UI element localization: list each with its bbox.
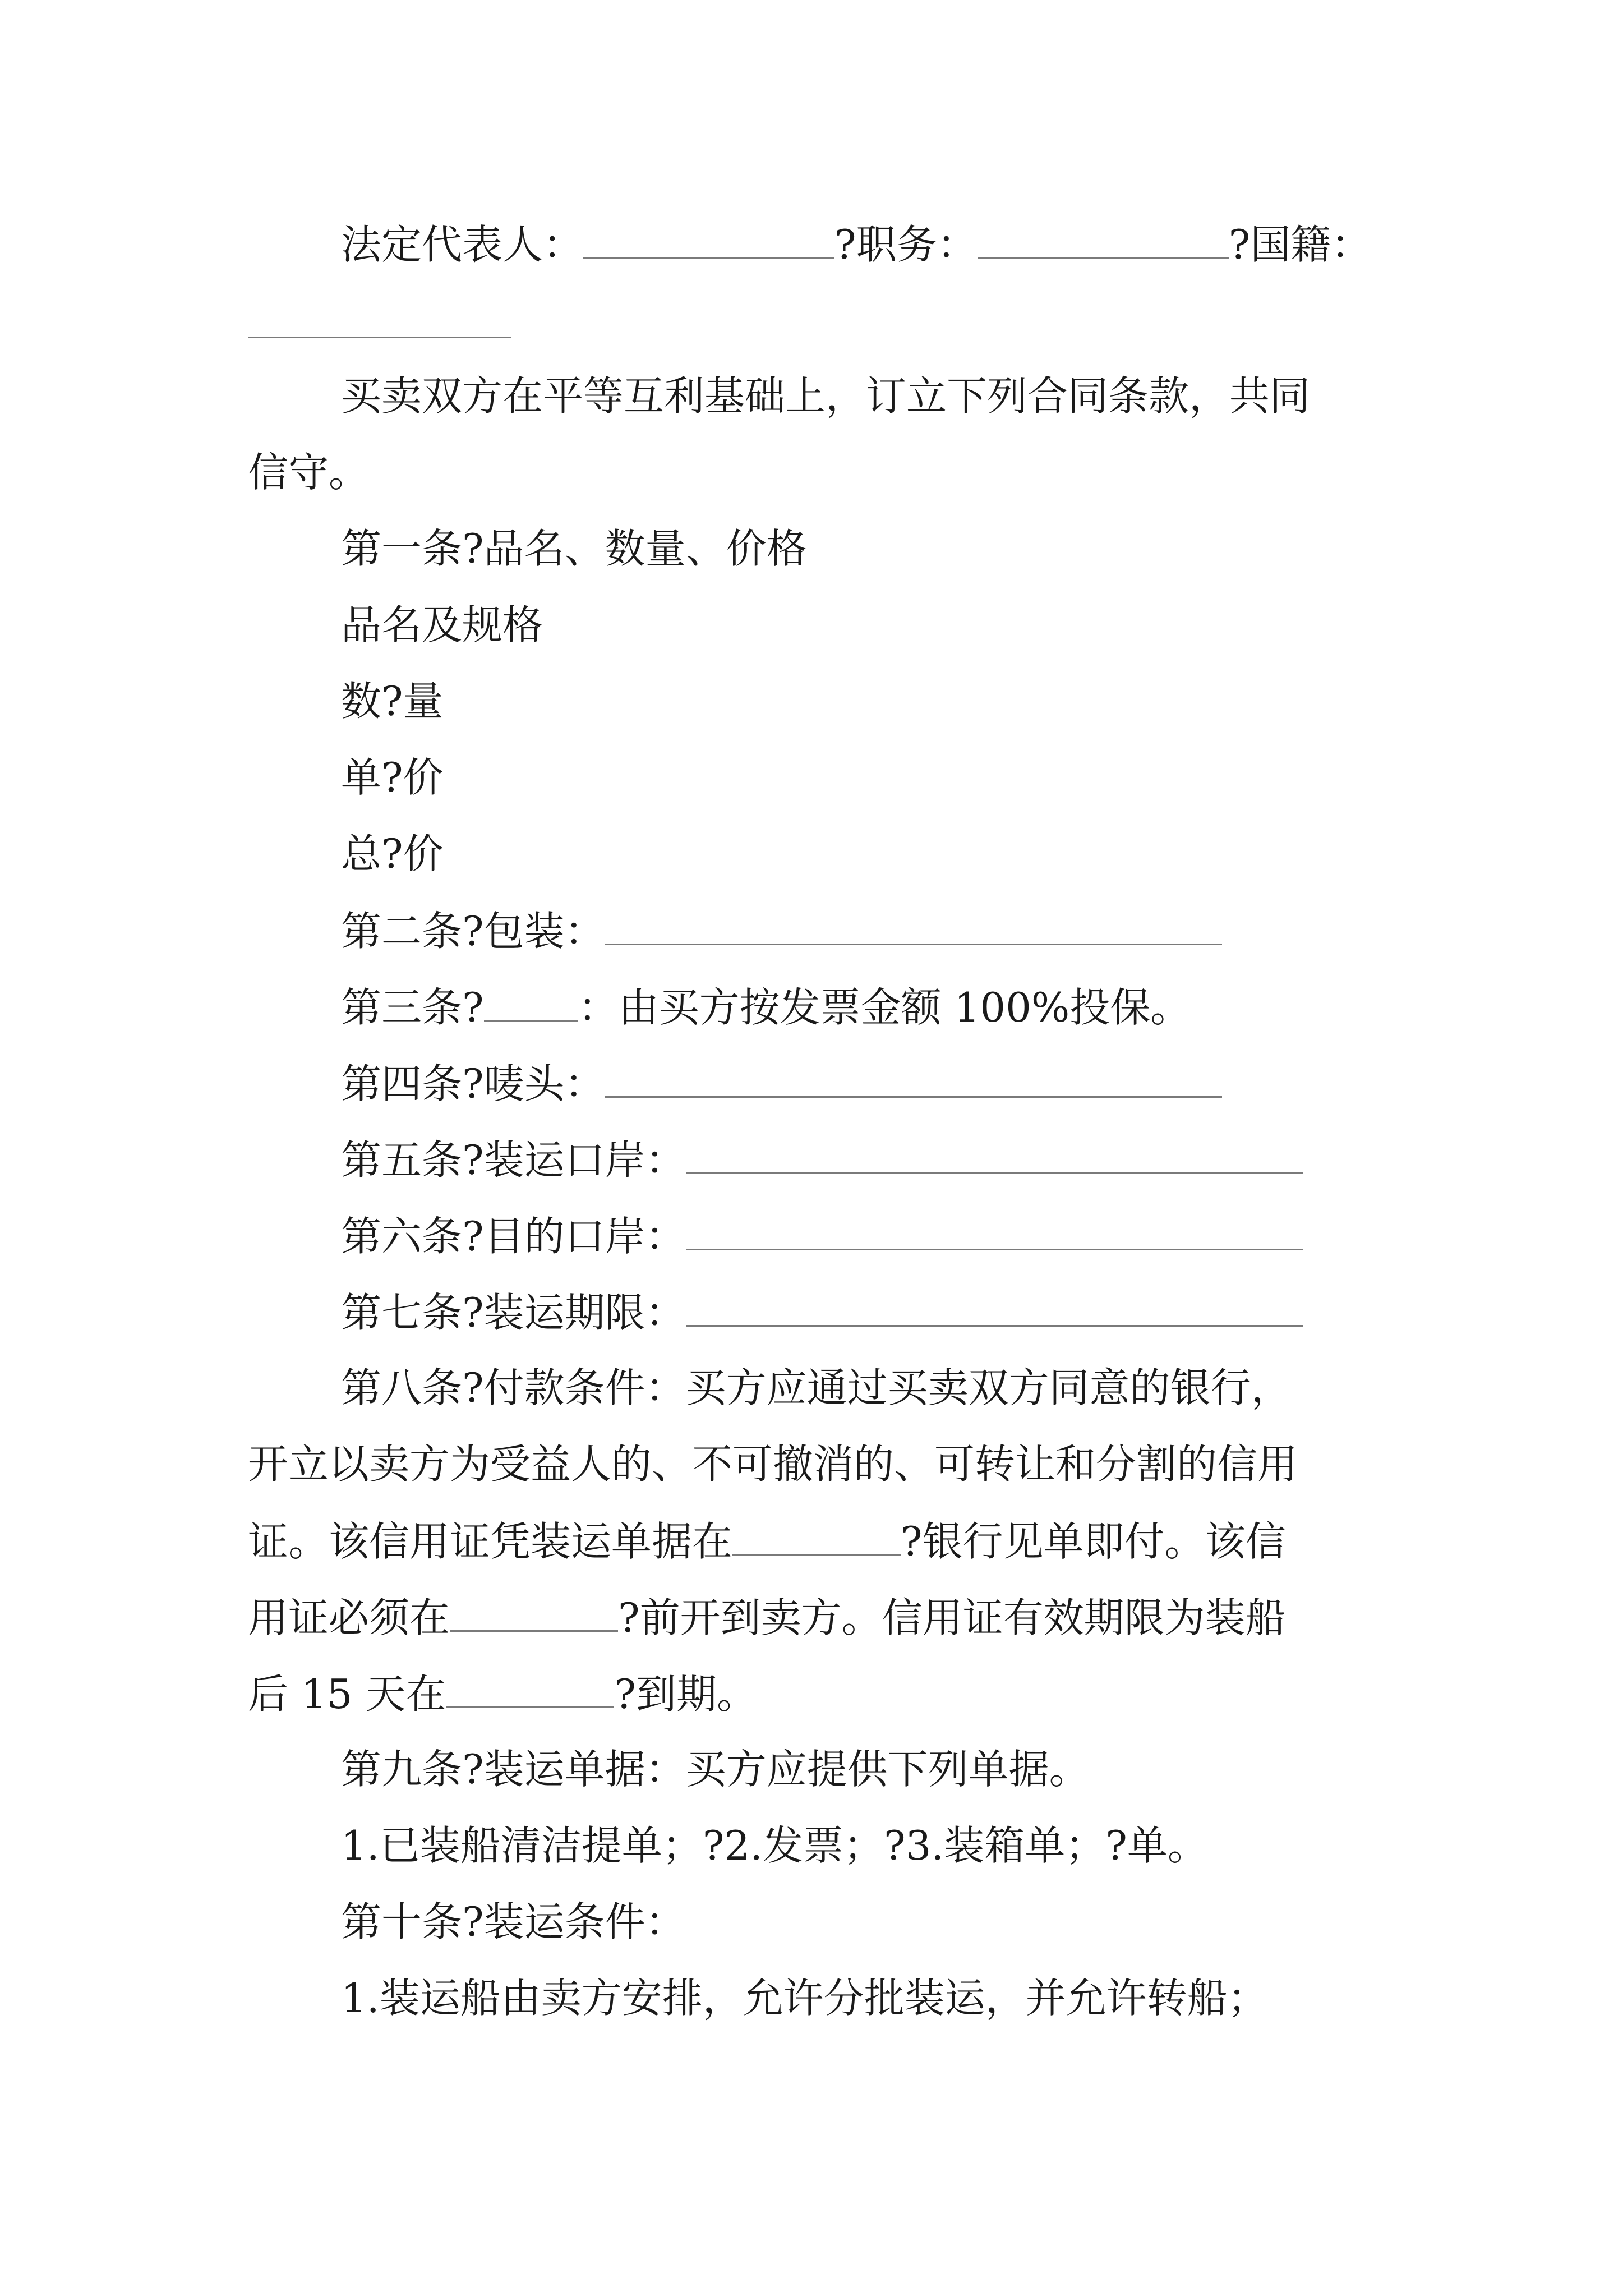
article-8-line-2: 开立以卖方为受益人的、不可撤消的、可转让和分割的信用	[248, 1441, 1298, 1488]
article-3-insurance	[341, 984, 1191, 1031]
article-5-label: 第五条?装运口岸：	[341, 1137, 686, 1184]
article-3-text: ：由买方按发票金额 100%投保。	[578, 984, 1191, 1031]
preamble-line-1: 买卖双方在平等互利基础上，订立下列合同条款，共同	[341, 372, 1311, 420]
article-5-loading-port	[341, 1137, 1303, 1184]
article-8-line-4-part-2: ?前开到卖方。信用证有效期限为装船	[618, 1594, 1286, 1641]
marks-blank[interactable]	[605, 1062, 1222, 1098]
article-8-line-3-part-2: ?银行见单即付。该信	[901, 1518, 1286, 1565]
article-1-heading: 第一条?品名、数量、价格	[341, 525, 807, 572]
article-8-line-5	[248, 1671, 758, 1718]
article-2-label: 第二条?包装：	[341, 908, 605, 955]
article-1-item-total-price: 总?价	[341, 830, 444, 877]
article-8-line-5-part-2: ?到期。	[614, 1671, 758, 1718]
article-8-line-3	[248, 1518, 1286, 1565]
insurance-blank[interactable]	[484, 986, 578, 1022]
article-3-label: 第三条?	[341, 984, 484, 1031]
article-4-marks	[341, 1060, 1222, 1107]
article-7-label: 第七条?装运期限：	[341, 1289, 686, 1336]
shipment-period-blank[interactable]	[686, 1291, 1303, 1327]
article-6-destination-port	[341, 1213, 1303, 1260]
lc-expiry-place-blank[interactable]	[446, 1673, 614, 1708]
legal-representative-blank[interactable]	[583, 223, 834, 259]
article-8-line-1: 第八条?付款条件：买方应通过买卖双方同意的银行，	[341, 1364, 1292, 1411]
article-1-item-unit-price: 单?价	[341, 754, 444, 801]
destination-port-blank[interactable]	[686, 1215, 1303, 1250]
article-9-documents: 1.已装船清洁提单；?2.发票；?3.装箱单；?单。	[341, 1822, 1208, 1869]
article-10-heading: 第十条?装运条件：	[341, 1898, 686, 1945]
lc-open-date-blank[interactable]	[450, 1596, 618, 1632]
nationality-label: ?国籍：	[1228, 221, 1372, 268]
article-1-item-name: 品名及规格	[341, 601, 543, 648]
article-7-shipment-period	[341, 1289, 1303, 1336]
position-blank[interactable]	[978, 223, 1229, 259]
article-2-packing	[341, 908, 1222, 955]
legal-representative-label: 法定代表人：	[341, 221, 584, 268]
article-8-line-3-part-1: 证。该信用证凭装运单据在	[248, 1518, 733, 1565]
nationality-blank[interactable]	[248, 337, 511, 338]
article-10-item-1: 1.装运船由卖方安排，允许分批装运，并允许转船；	[341, 1975, 1268, 2022]
article-8-line-4	[248, 1594, 1286, 1641]
article-1-item-quantity: 数?量	[341, 678, 444, 725]
legal-representative-line	[341, 221, 1372, 268]
article-4-label: 第四条?唛头：	[341, 1060, 605, 1107]
article-8-line-5-part-1: 后 15 天在	[248, 1671, 446, 1718]
packing-blank[interactable]	[605, 910, 1222, 945]
paying-bank-blank[interactable]	[732, 1520, 901, 1556]
article-6-label: 第六条?目的口岸：	[341, 1213, 686, 1260]
article-9-heading: 第九条?装运单据：买方应提供下列单据。	[341, 1746, 1090, 1793]
position-label: ?职务：	[834, 221, 978, 268]
article-8-line-4-part-1: 用证必须在	[248, 1594, 450, 1641]
loading-port-blank[interactable]	[686, 1139, 1303, 1174]
preamble-line-2: 信守。	[248, 449, 370, 496]
